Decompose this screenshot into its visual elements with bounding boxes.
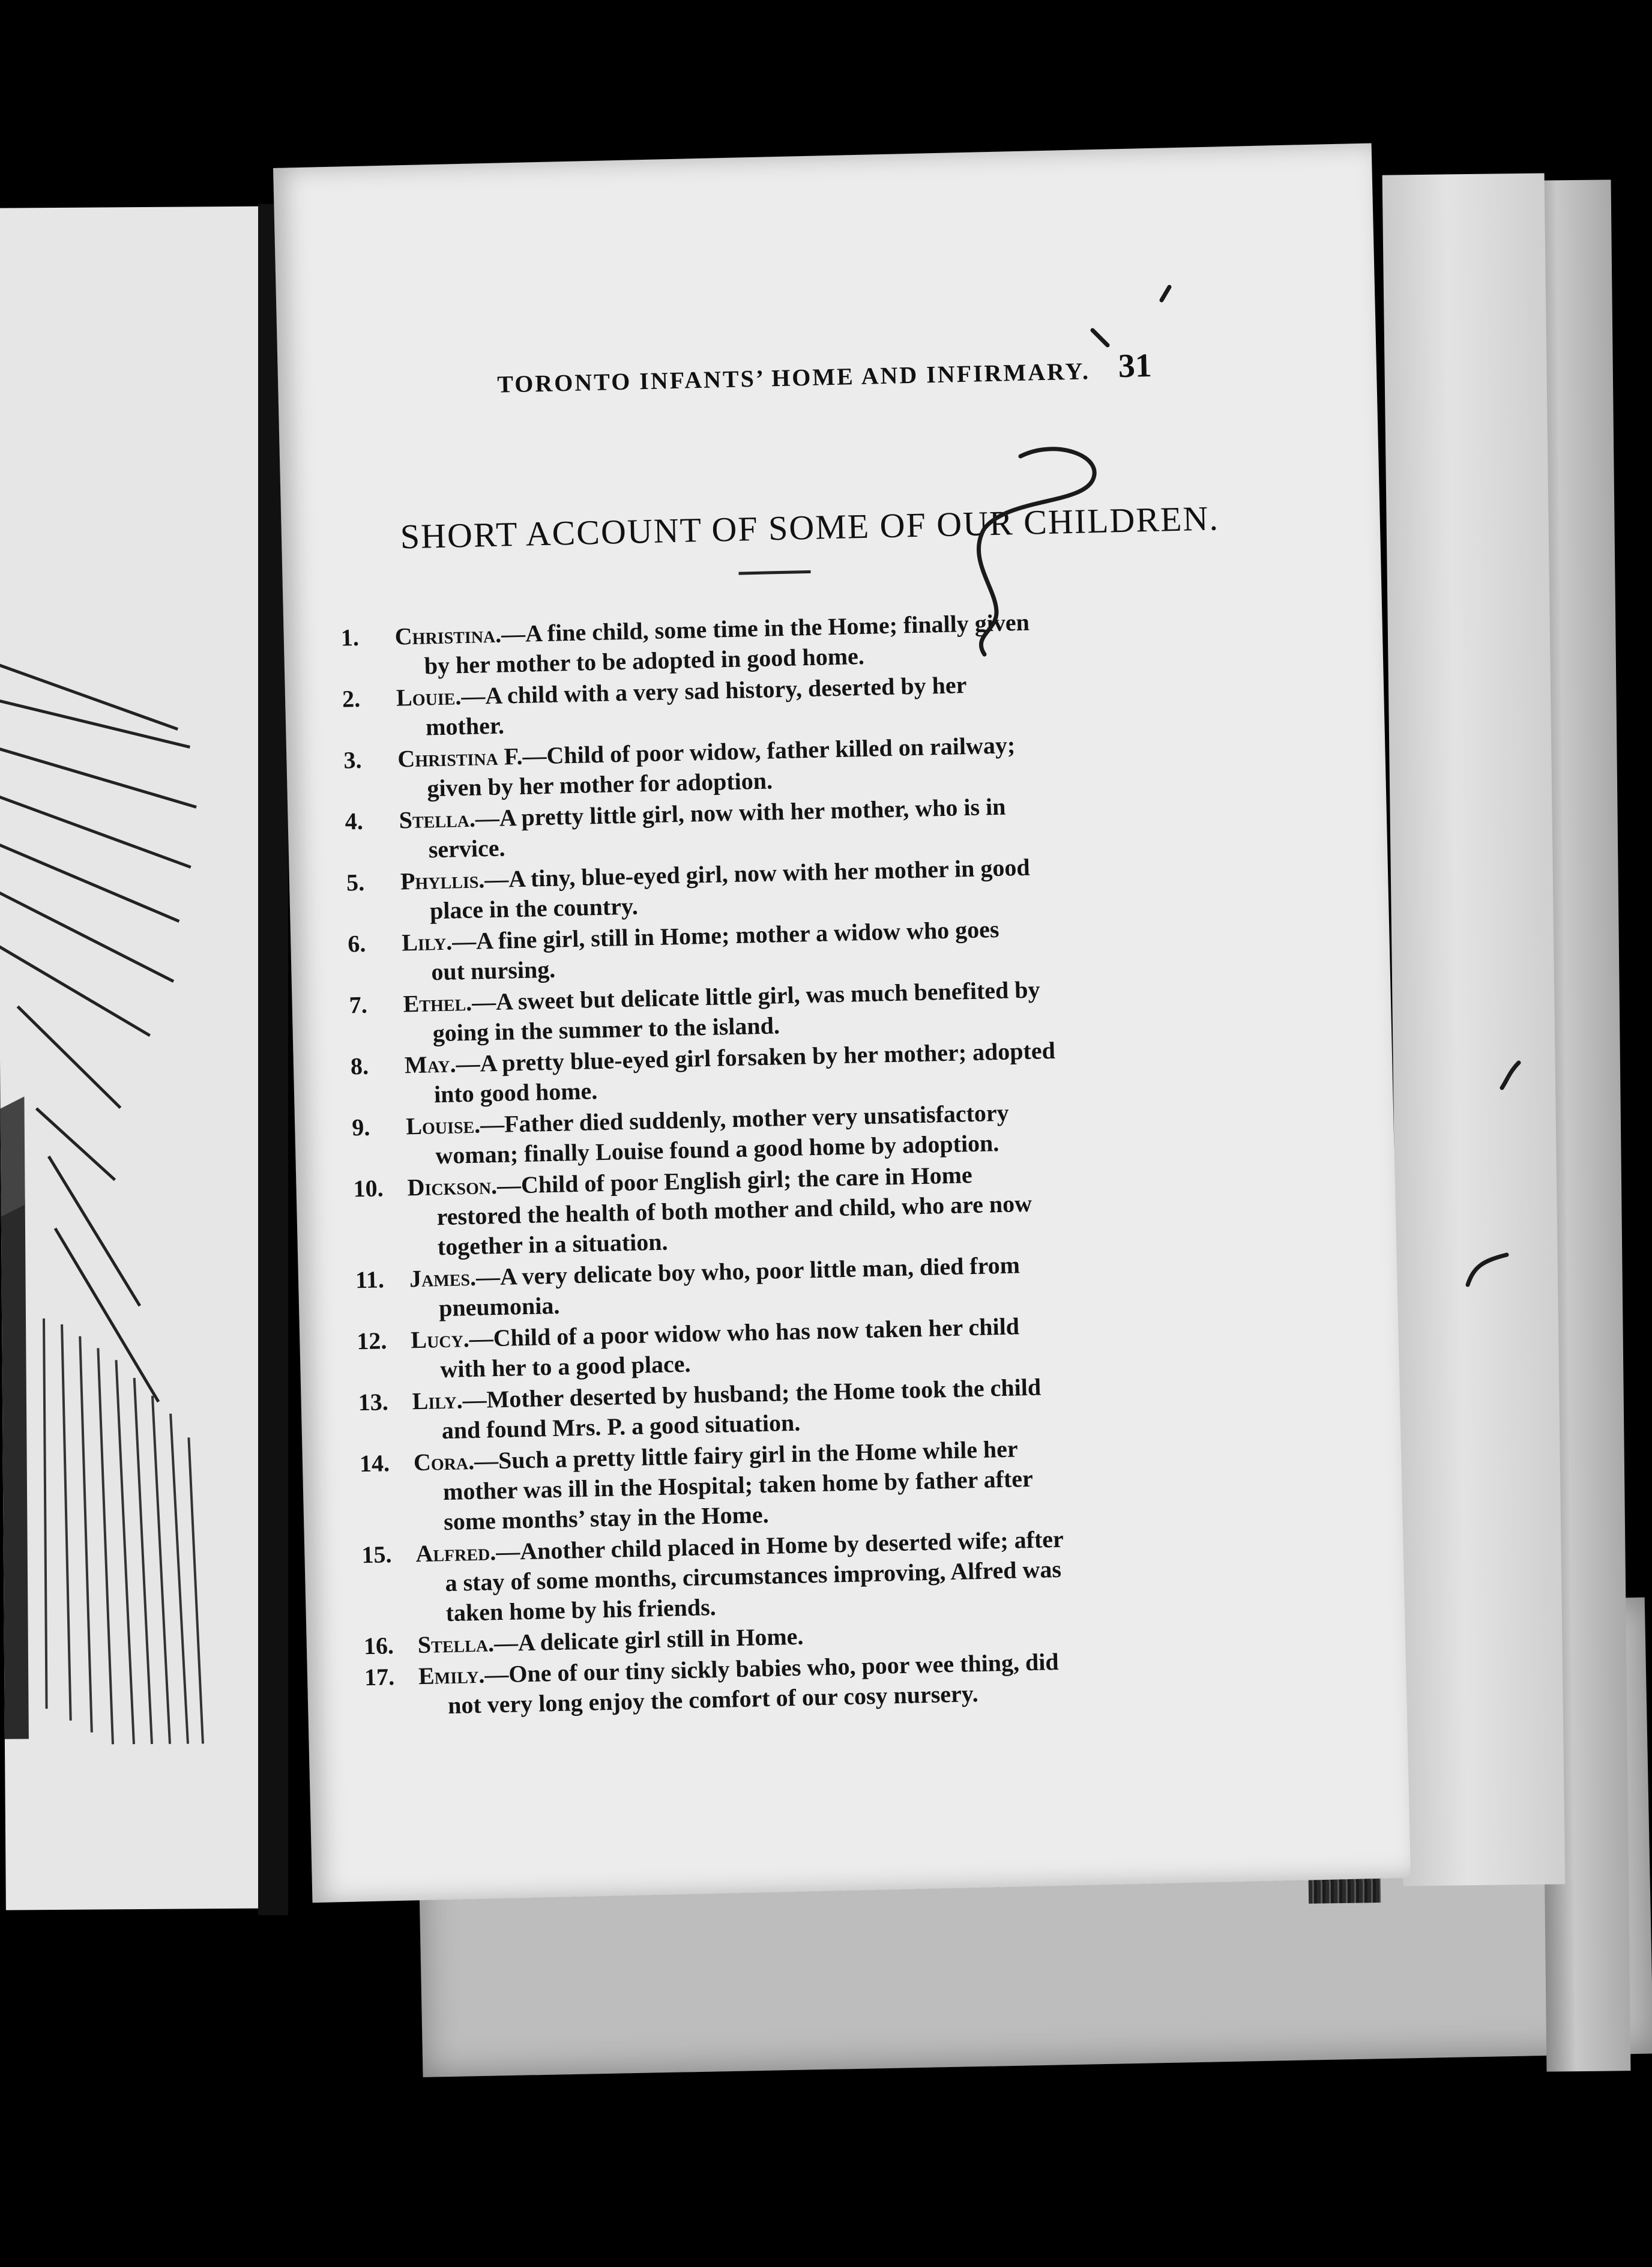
list-item: 15. Alfred.—Another child placed in Home by deserted wife; after a stay of some months, circumstances improving, Alfred was taken home by his friends. — [361, 1525, 1064, 1627]
list-item: 16. Stella.—A delicate girl still in Home. — [363, 1622, 804, 1660]
list-item: 14. Cora.—Such a pretty little fairy girl in the Home while her mother was ill in the Hospital; taken home by father after some months’ stay in the Home. — [359, 1435, 1034, 1536]
section-title: SHORT ACCOUNT OF SOME OF OUR CHILDREN. — [400, 498, 1220, 557]
list-item: 12. Lucy.—Child of a poor widow who has now taken her child with her to a good place. — [356, 1312, 1020, 1383]
list-item: 9. Louise.—Father died suddenly, mother very unsatisfactory woman; finally Louise found a good home by adoption. — [351, 1099, 1010, 1170]
list-item: 8. May.—A pretty blue-eyed girl forsaken by her mother; adopted into good home. — [350, 1036, 1056, 1108]
list-item: 4. Stella.—A pretty little girl, now with her mother, who is in service. — [345, 792, 1006, 863]
list-item: 6. Lily.—A fine girl, still in Home; mother a widow who goes out nursing. — [347, 915, 999, 986]
text-page — [273, 143, 1411, 1903]
list-item: 5. Phyllis.—A tiny, blue-eyed girl, now with her mother in good place in the country. — [346, 853, 1031, 925]
list-item: 17. Emily.—One of our tiny sickly babies who, poor wee thing, did not very long enjoy the comfort of our cosy nursery. — [364, 1647, 1060, 1719]
list-item: 3. Christina F.—Child of poor widow, father killed on railway; given by her mother for adoption. — [343, 731, 1016, 802]
left-page — [0, 206, 288, 1910]
list-item: 10. Dickson.—Child of poor English girl; the care in Home restored the health of both mother and child, who are now together in a situation. — [353, 1161, 1032, 1261]
list-item: 2. Louie.—A child with a very sad history, deserted by her mother. — [342, 671, 967, 741]
running-head: TORONTO INFANTS’ HOME AND INFIRMARY. — [496, 357, 1091, 398]
list-item: 7. Ethel.—A sweet but delicate little girl, was much benefited by going in the summer to the island. — [349, 976, 1040, 1047]
list-item: 11. James.—A very delicate boy who, poor little man, died from pneumonia. — [355, 1251, 1020, 1322]
engraving-illustration — [0, 206, 288, 1910]
list-item: 13. Lily.—Mother deserted by husband; the Home took the child and found Mrs. P. a good situation. — [358, 1373, 1042, 1444]
page-number: 31 — [1118, 346, 1153, 385]
entries-list — [340, 605, 1169, 1724]
list-item: 1. Christina.—A fine child, some time in the Home; finally given by her mother to be adopted in good home. — [340, 608, 1030, 680]
title-rule — [738, 570, 810, 575]
page-stack — [1382, 173, 1566, 1886]
